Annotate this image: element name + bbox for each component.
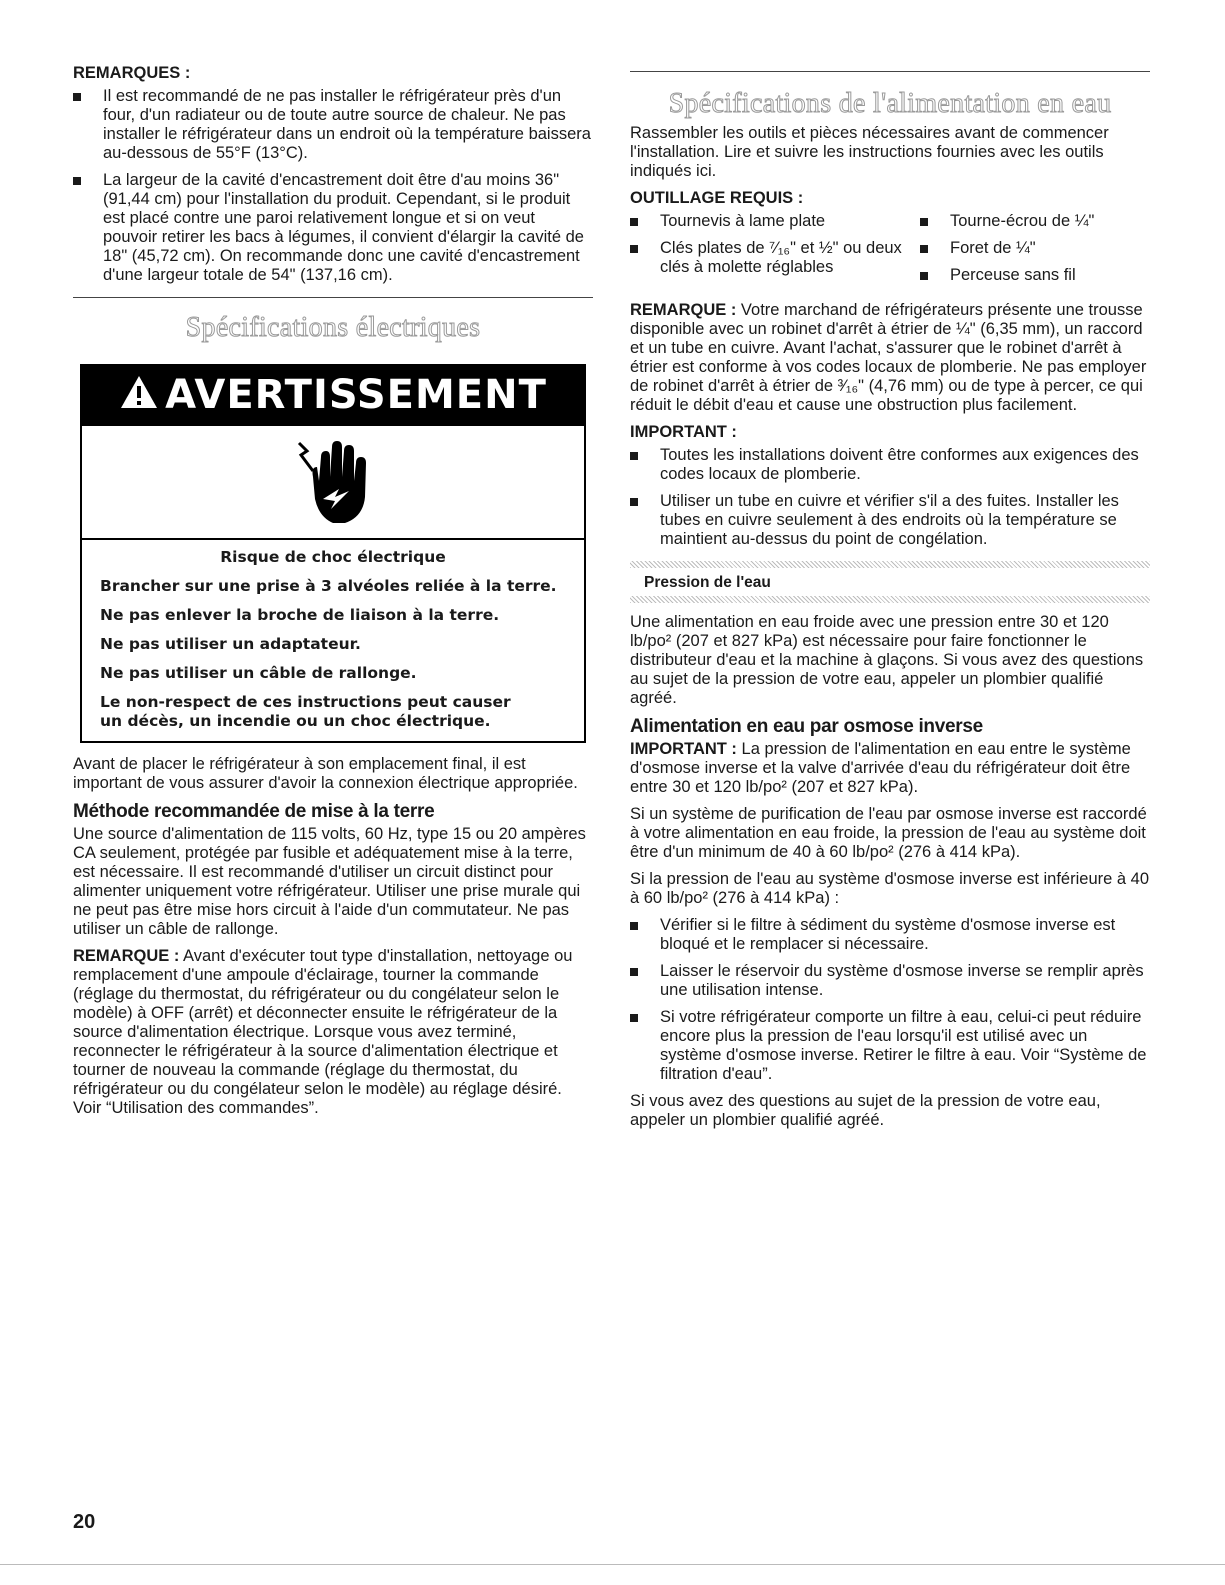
section-divider bbox=[630, 71, 1150, 72]
section-title-water: Spécifications de l'alimentation en eau bbox=[668, 88, 1112, 119]
closing-text: Si vous avez des questions au sujet de la pression de votre eau, appeler un plombier qualifié agréé. bbox=[630, 1092, 1101, 1129]
pressure-text: Une alimentation en eau froide avec une pression entre 30 et 120 lb/po² (207 et 827 kPa) est nécessaire pour faire fonctionner le distributeur d'eau et la machine à glaçons. Si vous avez des questions au sujet de la pression de votre eau, appeler un plombier qualifié agréé. bbox=[630, 613, 1144, 707]
warning-line: Brancher sur une prise à 3 alvéoles reliée à la terre. bbox=[100, 577, 557, 595]
warning-text bbox=[82, 540, 584, 741]
tools-list-right bbox=[920, 212, 1150, 293]
water-intro: Rassembler les outils et pièces nécessaires avant de commencer l'installation. Lire et suivre les instructions fournies avec les outils indiqués ici. bbox=[630, 124, 1109, 180]
tools-list bbox=[630, 212, 1150, 293]
page-number: 20 bbox=[73, 1511, 96, 1533]
list-item: Tourne-écrou de ¼" bbox=[920, 212, 1150, 231]
tools-list-left bbox=[630, 212, 920, 293]
ro-important-text: La pression de l'alimentation en eau entre le système d'osmose inverse et la valve d'arrivée d'eau du réfrigérateur doit être entre 30 et 120 lb/po² (207 et 827 kPa). bbox=[630, 740, 1131, 796]
remarks-heading: REMARQUES : bbox=[73, 64, 191, 82]
section-divider bbox=[73, 297, 593, 298]
important-list bbox=[630, 446, 1150, 549]
list-item: La largeur de la cavité d'encastrement doit être d'au moins 36" (91,44 cm) pour l'installation du produit. Cependant, si le produit est placé contre une paroi relativement longue et si on veut pouvoir retirer les bacs à légumes, il convient d'élargir la cavité de 18" (45,72 cm). On recommande donc une cavité d'encastrement d'une largeur totale de 54" (137,16 cm). bbox=[73, 171, 593, 285]
warning-line: Ne pas utiliser un adaptateur. bbox=[100, 635, 361, 653]
remark-text: Avant d'exécuter tout type d'installation, nettoyage ou remplacement d'une ampoule d'éclairage, tourner la commande (réglage du thermostat, du réfrigérateur ou du congélateur selon le modèle) à OFF (arrêt) et déconnecter ensuite le réfrigérateur de la source d'alimentation électrique. Lorsque vous avez terminé, reconnecter le réfrigérateur à la source d'alimentation électrique et tourner de nouveau la commande (réglage du thermostat, du réfrigérateur ou du congélateur selon le modèle) au réglage désiré. Voir “Utilisation des commandes”. bbox=[73, 947, 573, 1117]
list-item: Vérifier si le filtre à sédiment du système d'osmose inverse est bloqué et le remplacer si nécessaire. bbox=[630, 916, 1150, 954]
remark-label: REMARQUE : bbox=[630, 301, 737, 319]
remark-label: REMARQUE : bbox=[73, 947, 180, 965]
list-item: Clés plates de ⁷⁄₁₆" et ½" ou deux clés à molette réglables bbox=[630, 239, 920, 277]
stripe-divider bbox=[630, 561, 1150, 568]
ro-list bbox=[630, 916, 1150, 1084]
grounding-text: Une source d'alimentation de 115 volts, 60 Hz, type 15 ou 20 ampères CA seulement, protégée par fusible et adéquatement mise à la terre, est nécessaire. Il est recommandé d'utiliser un circuit distinct pour alimenter uniquement votre réfrigérateur. Utiliser une prise murale qui ne peut pas être mise hors circuit à l'aide d'un commutateur. Ne pas utiliser un câble de rallonge. bbox=[73, 825, 586, 938]
ro-important bbox=[630, 740, 1150, 797]
warning-header-label: AVERTISSEMENT bbox=[165, 372, 547, 418]
right-column bbox=[630, 64, 1150, 1138]
warning-box bbox=[80, 364, 586, 743]
list-item: Perceuse sans fil bbox=[920, 266, 1150, 285]
tools-heading: OUTILLAGE REQUIS : bbox=[630, 189, 804, 207]
list-item: Utiliser un tube en cuivre et vérifier s'il a des fuites. Installer les tubes en cuivre seulement à des endroits où la température se maintient au-dessus du point de congélation. bbox=[630, 492, 1150, 549]
list-item: Laisser le réservoir du système d'osmose inverse se remplir après une utilisation intense. bbox=[630, 962, 1150, 1000]
warning-risk: Risque de choc électrique bbox=[220, 548, 446, 566]
bottom-rule bbox=[0, 1564, 1225, 1565]
section-title-electrical: Spécifications électriques bbox=[185, 312, 481, 343]
pressure-heading: Pression de l'eau bbox=[644, 574, 771, 591]
list-item: Foret de ¼" bbox=[920, 239, 1150, 258]
grounding-heading: Méthode recommandée de mise à la terre bbox=[73, 801, 435, 822]
warning-line: Ne pas enlever la broche de liaison à la terre. bbox=[100, 606, 500, 624]
warning-header bbox=[82, 366, 584, 426]
list-item: Tournevis à lame plate bbox=[630, 212, 920, 231]
water-remark bbox=[630, 301, 1150, 415]
electric-shock-hand-icon bbox=[82, 426, 584, 540]
list-item: Toutes les installations doivent être conformes aux exigences des codes locaux de plomberie. bbox=[630, 446, 1150, 484]
warning-line: un décès, un incendie ou un choc électrique. bbox=[100, 712, 491, 730]
important-heading: IMPORTANT : bbox=[630, 423, 737, 441]
ro-paragraph: Si un système de purification de l'eau par osmose inverse est raccordé à votre alimentation en eau froide, la pression de l'eau au système doit être d'un minimum de 40 à 60 lb/po² (276 à 414 kPa). bbox=[630, 805, 1147, 861]
ro-paragraph: Si la pression de l'eau au système d'osmose inverse est inférieure à 40 à 60 lb/po² (276 à 414 kPa) : bbox=[630, 870, 1149, 907]
stripe-divider bbox=[630, 596, 1150, 603]
ro-important-label: IMPORTANT : bbox=[630, 740, 737, 758]
warning-line: Le non-respect de ces instructions peut causer bbox=[100, 693, 511, 711]
warning-triangle-icon bbox=[119, 372, 159, 422]
list-item: Si votre réfrigérateur comporte un filtre à eau, celui-ci peut réduire encore plus la pression de l'eau lorsqu'il est utilisé avec un système d'osmose inverse. Retirer le filtre à eau. Voir “Système de filtration d'eau”. bbox=[630, 1008, 1150, 1084]
left-column bbox=[73, 64, 593, 1126]
electrical-intro: Avant de placer le réfrigérateur à son emplacement final, il est important de vous assurer d'avoir la connexion électrique appropriée. bbox=[73, 755, 578, 792]
remark-text: Votre marchand de réfrigérateurs présente une trousse disponible avec un robinet d'arrêt à étrier de ¼" (6,35 mm), un raccord et un tube en cuivre. Avant l'achat, s'assurer que le robinet d'arrêt à étrier est conforme à vos codes locaux de plomberie. Ne pas employer de robinet d'arrêt à étrier de ³⁄₁₆" (4,76 mm) ou de type à percer, ce qui réduit le débit d'eau et cause une obstruction plus facilement. bbox=[630, 301, 1147, 414]
ro-heading: Alimentation en eau par osmose inverse bbox=[630, 716, 983, 737]
electrical-remark bbox=[73, 947, 593, 1118]
remarks-list bbox=[73, 87, 593, 285]
list-item: Il est recommandé de ne pas installer le réfrigérateur près d'un four, d'un radiateur ou de toute autre source de chaleur. Ne pas installer le réfrigérateur dans un endroit où la température baissera au-dessous de 55°F (13°C). bbox=[73, 87, 593, 163]
warning-line: Ne pas utiliser un câble de rallonge. bbox=[100, 664, 417, 682]
